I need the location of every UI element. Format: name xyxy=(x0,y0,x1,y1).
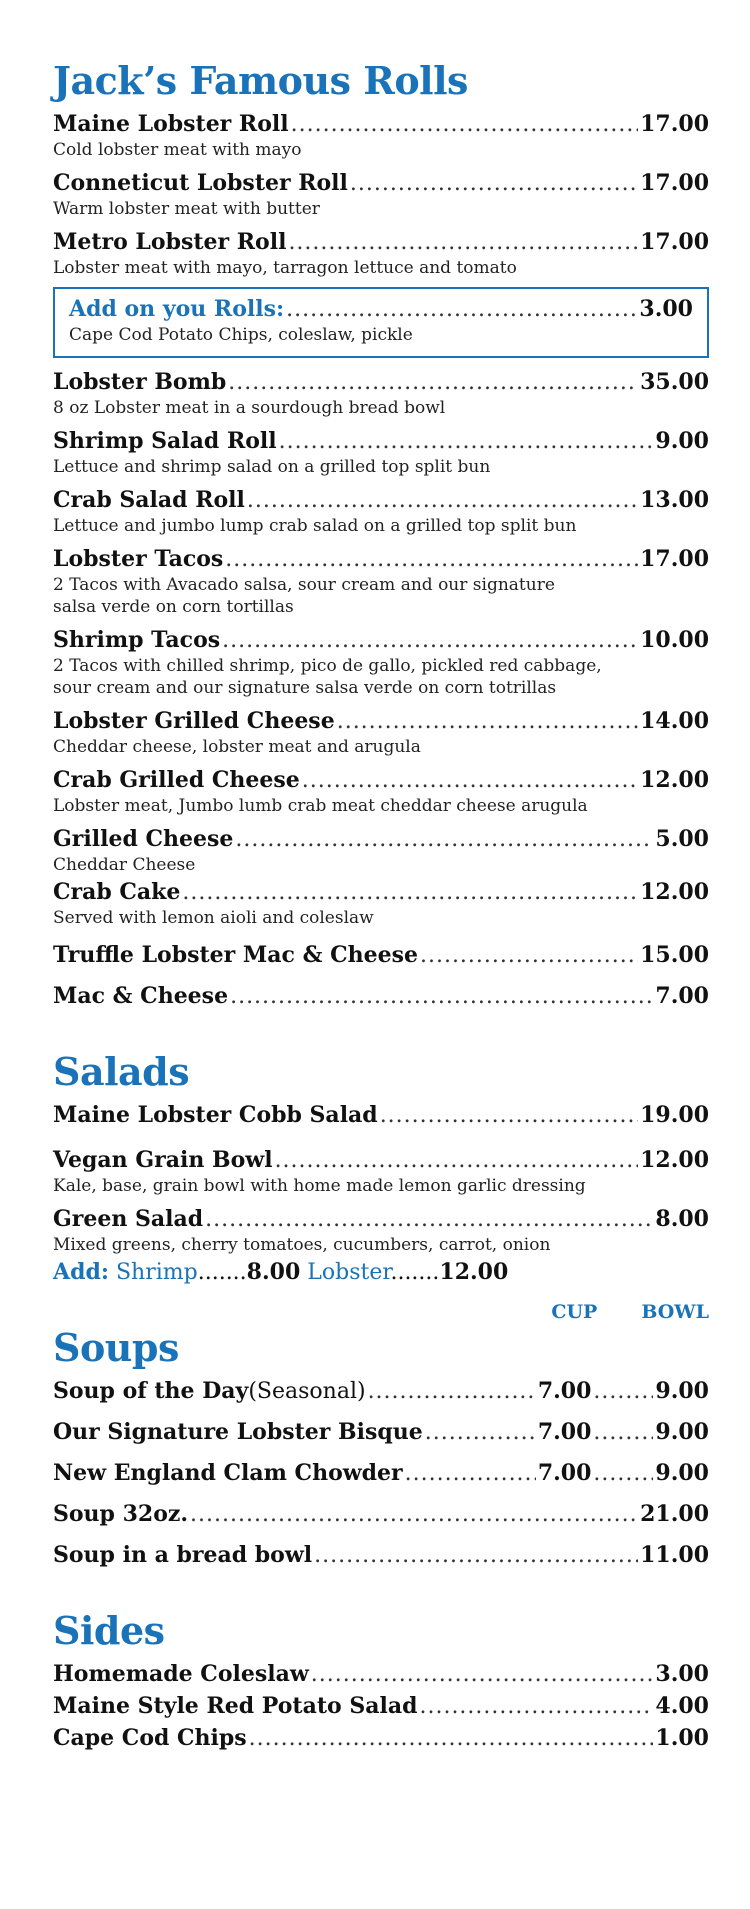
menu-item xyxy=(53,1541,709,1570)
salads-section xyxy=(53,1049,709,1287)
item-price: 21.00 xyxy=(640,1501,709,1527)
dot-leader xyxy=(419,1693,653,1721)
item-price: 9.00 xyxy=(655,428,709,454)
menu-item xyxy=(53,878,709,929)
soups-section xyxy=(53,1301,709,1570)
dot-leader xyxy=(182,879,638,907)
item-price: 1.00 xyxy=(655,1725,709,1751)
bowl-price: 9.00 xyxy=(655,1419,709,1445)
item-name: Lobster Tacos xyxy=(53,546,224,572)
item-name: Vegan Grain Bowl xyxy=(53,1147,273,1173)
cup-price: 7.00 xyxy=(537,1378,592,1404)
section-title-soups: Soups xyxy=(53,1325,179,1370)
menu-item xyxy=(53,626,709,699)
item-name: Green Salad xyxy=(53,1206,204,1232)
size-headers xyxy=(53,1301,709,1325)
dot-leader xyxy=(302,767,638,795)
cup-header: CUP xyxy=(551,1301,598,1323)
cup-price: 7.00 xyxy=(537,1460,592,1486)
item-price: 17.00 xyxy=(640,170,709,196)
item-name: Grilled Cheese xyxy=(53,826,234,852)
dot-leader xyxy=(247,487,638,515)
item-price: 5.00 xyxy=(655,826,709,852)
menu-page xyxy=(53,58,709,1761)
addon-description: Cape Cod Potato Chips, coleslaw, pickle xyxy=(69,325,413,345)
dot-leader xyxy=(275,1147,639,1175)
dot-leader xyxy=(235,826,653,854)
salad-add-line xyxy=(53,1258,709,1287)
dot-leader xyxy=(279,428,654,456)
item-price: 19.00 xyxy=(640,1102,709,1128)
menu-item xyxy=(53,228,709,279)
item-name: Crab Salad Roll xyxy=(53,487,245,513)
item-price: 14.00 xyxy=(640,708,709,734)
item-description: Warm lobster meat with butter xyxy=(53,199,320,219)
item-price: 11.00 xyxy=(640,1542,709,1568)
dot-leader xyxy=(288,229,638,257)
item-description: 2 Tacos with chilled shrimp, pico de gallo, pickled red cabbage, xyxy=(53,656,602,676)
item-price: 13.00 xyxy=(640,487,709,513)
item-price: 3.00 xyxy=(655,1661,709,1687)
section-title-sides: Sides xyxy=(53,1608,165,1653)
item-name: New England Clam Chowder xyxy=(53,1460,403,1486)
menu-item xyxy=(53,1692,709,1721)
dot-leader xyxy=(311,1661,654,1689)
menu-item xyxy=(53,1724,709,1753)
dot-leader xyxy=(230,983,653,1011)
dot-leader xyxy=(314,1542,638,1570)
dot-leader xyxy=(593,1419,653,1447)
menu-item xyxy=(53,110,709,161)
menu-item xyxy=(53,1660,709,1689)
dot-leader xyxy=(228,369,638,397)
item-price: 4.00 xyxy=(655,1693,709,1719)
item-name: Homemade Coleslaw xyxy=(53,1661,309,1687)
item-description: Cheddar Cheese xyxy=(53,855,196,875)
item-price: 17.00 xyxy=(640,111,709,137)
dot-leader xyxy=(222,627,638,655)
item-name: Mac & Cheese xyxy=(53,983,229,1009)
item-name: Our Signature Lobster Bisque xyxy=(53,1419,423,1445)
dot-leader xyxy=(190,1501,638,1529)
item-name: Truffle Lobster Mac & Cheese xyxy=(53,942,418,968)
item-description: Cold lobster meat with mayo xyxy=(53,140,302,160)
item-price: 12.00 xyxy=(640,767,709,793)
item-price: 17.00 xyxy=(640,546,709,572)
dot-leader xyxy=(380,1102,638,1130)
bowl-header: BOWL xyxy=(641,1301,709,1323)
section-title-rolls: Jack’s Famous Rolls xyxy=(53,58,468,103)
section-title-salads: Salads xyxy=(53,1049,190,1094)
addon-box xyxy=(53,287,709,358)
menu-item xyxy=(53,941,709,970)
dot-leader xyxy=(593,1378,653,1406)
item-description: sour cream and our signature salsa verde on corn totrillas xyxy=(53,678,557,698)
menu-item xyxy=(53,982,709,1011)
item-name: Metro Lobster Roll xyxy=(53,229,287,255)
menu-item xyxy=(53,825,709,876)
item-description: Lettuce and jumbo lump crab salad on a grilled top split bun xyxy=(53,516,577,536)
item-name: Shrimp Salad Roll xyxy=(53,428,277,454)
item-price: 8.00 xyxy=(655,1206,709,1232)
dot-leader xyxy=(291,111,639,139)
item-name: Maine Lobster Cobb Salad xyxy=(53,1102,378,1128)
item-description: Cheddar cheese, lobster meat and arugula xyxy=(53,737,421,757)
item-name: Conneticut Lobster Roll xyxy=(53,170,348,196)
menu-item xyxy=(53,766,709,817)
item-name: Lobster Bomb xyxy=(53,369,227,395)
item-description: Mixed greens, cherry tomatoes, cucumbers, carrot, onion xyxy=(53,1235,551,1255)
dot-leader: ....... xyxy=(390,1260,440,1285)
dot-leader: ....... xyxy=(197,1260,247,1285)
item-subtitle: (Seasonal) xyxy=(248,1379,366,1404)
menu-item xyxy=(53,427,709,478)
item-price: 35.00 xyxy=(640,369,709,395)
dot-leader xyxy=(350,170,638,198)
menu-item xyxy=(53,368,709,419)
bowl-price: 9.00 xyxy=(655,1460,709,1486)
menu-item xyxy=(53,1459,709,1488)
item-description: Lobster meat with mayo, tarragon lettuce and tomato xyxy=(53,258,517,278)
dot-leader xyxy=(405,1460,536,1488)
item-name: Crab Cake xyxy=(53,879,181,905)
add-shrimp: Shrimp xyxy=(115,1260,198,1285)
item-price: 12.00 xyxy=(640,1147,709,1173)
item-name: Soup 32oz. xyxy=(53,1501,189,1527)
cup-price: 7.00 xyxy=(537,1419,592,1445)
bowl-price: 9.00 xyxy=(655,1378,709,1404)
item-price: 10.00 xyxy=(640,627,709,653)
menu-item xyxy=(53,1101,709,1130)
menu-item xyxy=(53,1500,709,1529)
item-name: Soup in a bread bowl xyxy=(53,1542,313,1568)
item-name: Lobster Grilled Cheese xyxy=(53,708,335,734)
item-name: Crab Grilled Cheese xyxy=(53,767,300,793)
dot-leader xyxy=(425,1419,536,1447)
menu-item xyxy=(53,707,709,758)
item-description: 8 oz Lobster meat in a sourdough bread bowl xyxy=(53,398,446,418)
item-price: 15.00 xyxy=(640,942,709,968)
item-description: Kale, base, grain bowl with home made lemon garlic dressing xyxy=(53,1176,586,1196)
item-description: salsa verde on corn tortillas xyxy=(53,597,294,617)
item-name: Shrimp Tacos xyxy=(53,627,221,653)
add-lobster: Lobster xyxy=(307,1260,391,1285)
menu-item xyxy=(53,1146,709,1197)
addon-name: Add on you Rolls: xyxy=(69,296,285,322)
menu-item xyxy=(53,545,709,618)
dot-leader xyxy=(286,296,637,324)
item-description: Lobster meat, Jumbo lumb crab meat cheddar cheese arugula xyxy=(53,796,588,816)
item-description: Lettuce and shrimp salad on a grilled top split bun xyxy=(53,457,491,477)
dot-leader xyxy=(225,546,638,574)
menu-item xyxy=(53,169,709,220)
menu-item xyxy=(53,486,709,537)
item-name: Maine Lobster Roll xyxy=(53,111,289,137)
addon-price: 3.00 xyxy=(639,296,693,322)
menu-item xyxy=(53,1205,709,1256)
add-label: Add: xyxy=(53,1259,109,1285)
item-name: Cape Cod Chips xyxy=(53,1725,247,1751)
add-lobster-price: 12.00 xyxy=(439,1259,509,1285)
dot-leader xyxy=(368,1378,536,1406)
item-price: 7.00 xyxy=(655,983,709,1009)
item-price: 17.00 xyxy=(640,229,709,255)
item-name: Maine Style Red Potato Salad xyxy=(53,1693,418,1719)
sides-section xyxy=(53,1608,709,1753)
item-description: 2 Tacos with Avacado salsa, sour cream and our signature xyxy=(53,575,555,595)
menu-item xyxy=(53,1377,709,1406)
dot-leader xyxy=(593,1460,653,1488)
dot-leader xyxy=(249,1725,654,1753)
item-price: 12.00 xyxy=(640,879,709,905)
dot-leader xyxy=(420,942,638,970)
dot-leader xyxy=(337,708,638,736)
menu-item xyxy=(53,1418,709,1447)
add-shrimp-price: 8.00 xyxy=(246,1259,301,1285)
rolls-section xyxy=(53,58,709,1011)
item-description: Served with lemon aioli and coleslaw xyxy=(53,908,374,928)
dot-leader xyxy=(205,1206,653,1234)
item-name: Soup of the Day xyxy=(53,1378,249,1404)
